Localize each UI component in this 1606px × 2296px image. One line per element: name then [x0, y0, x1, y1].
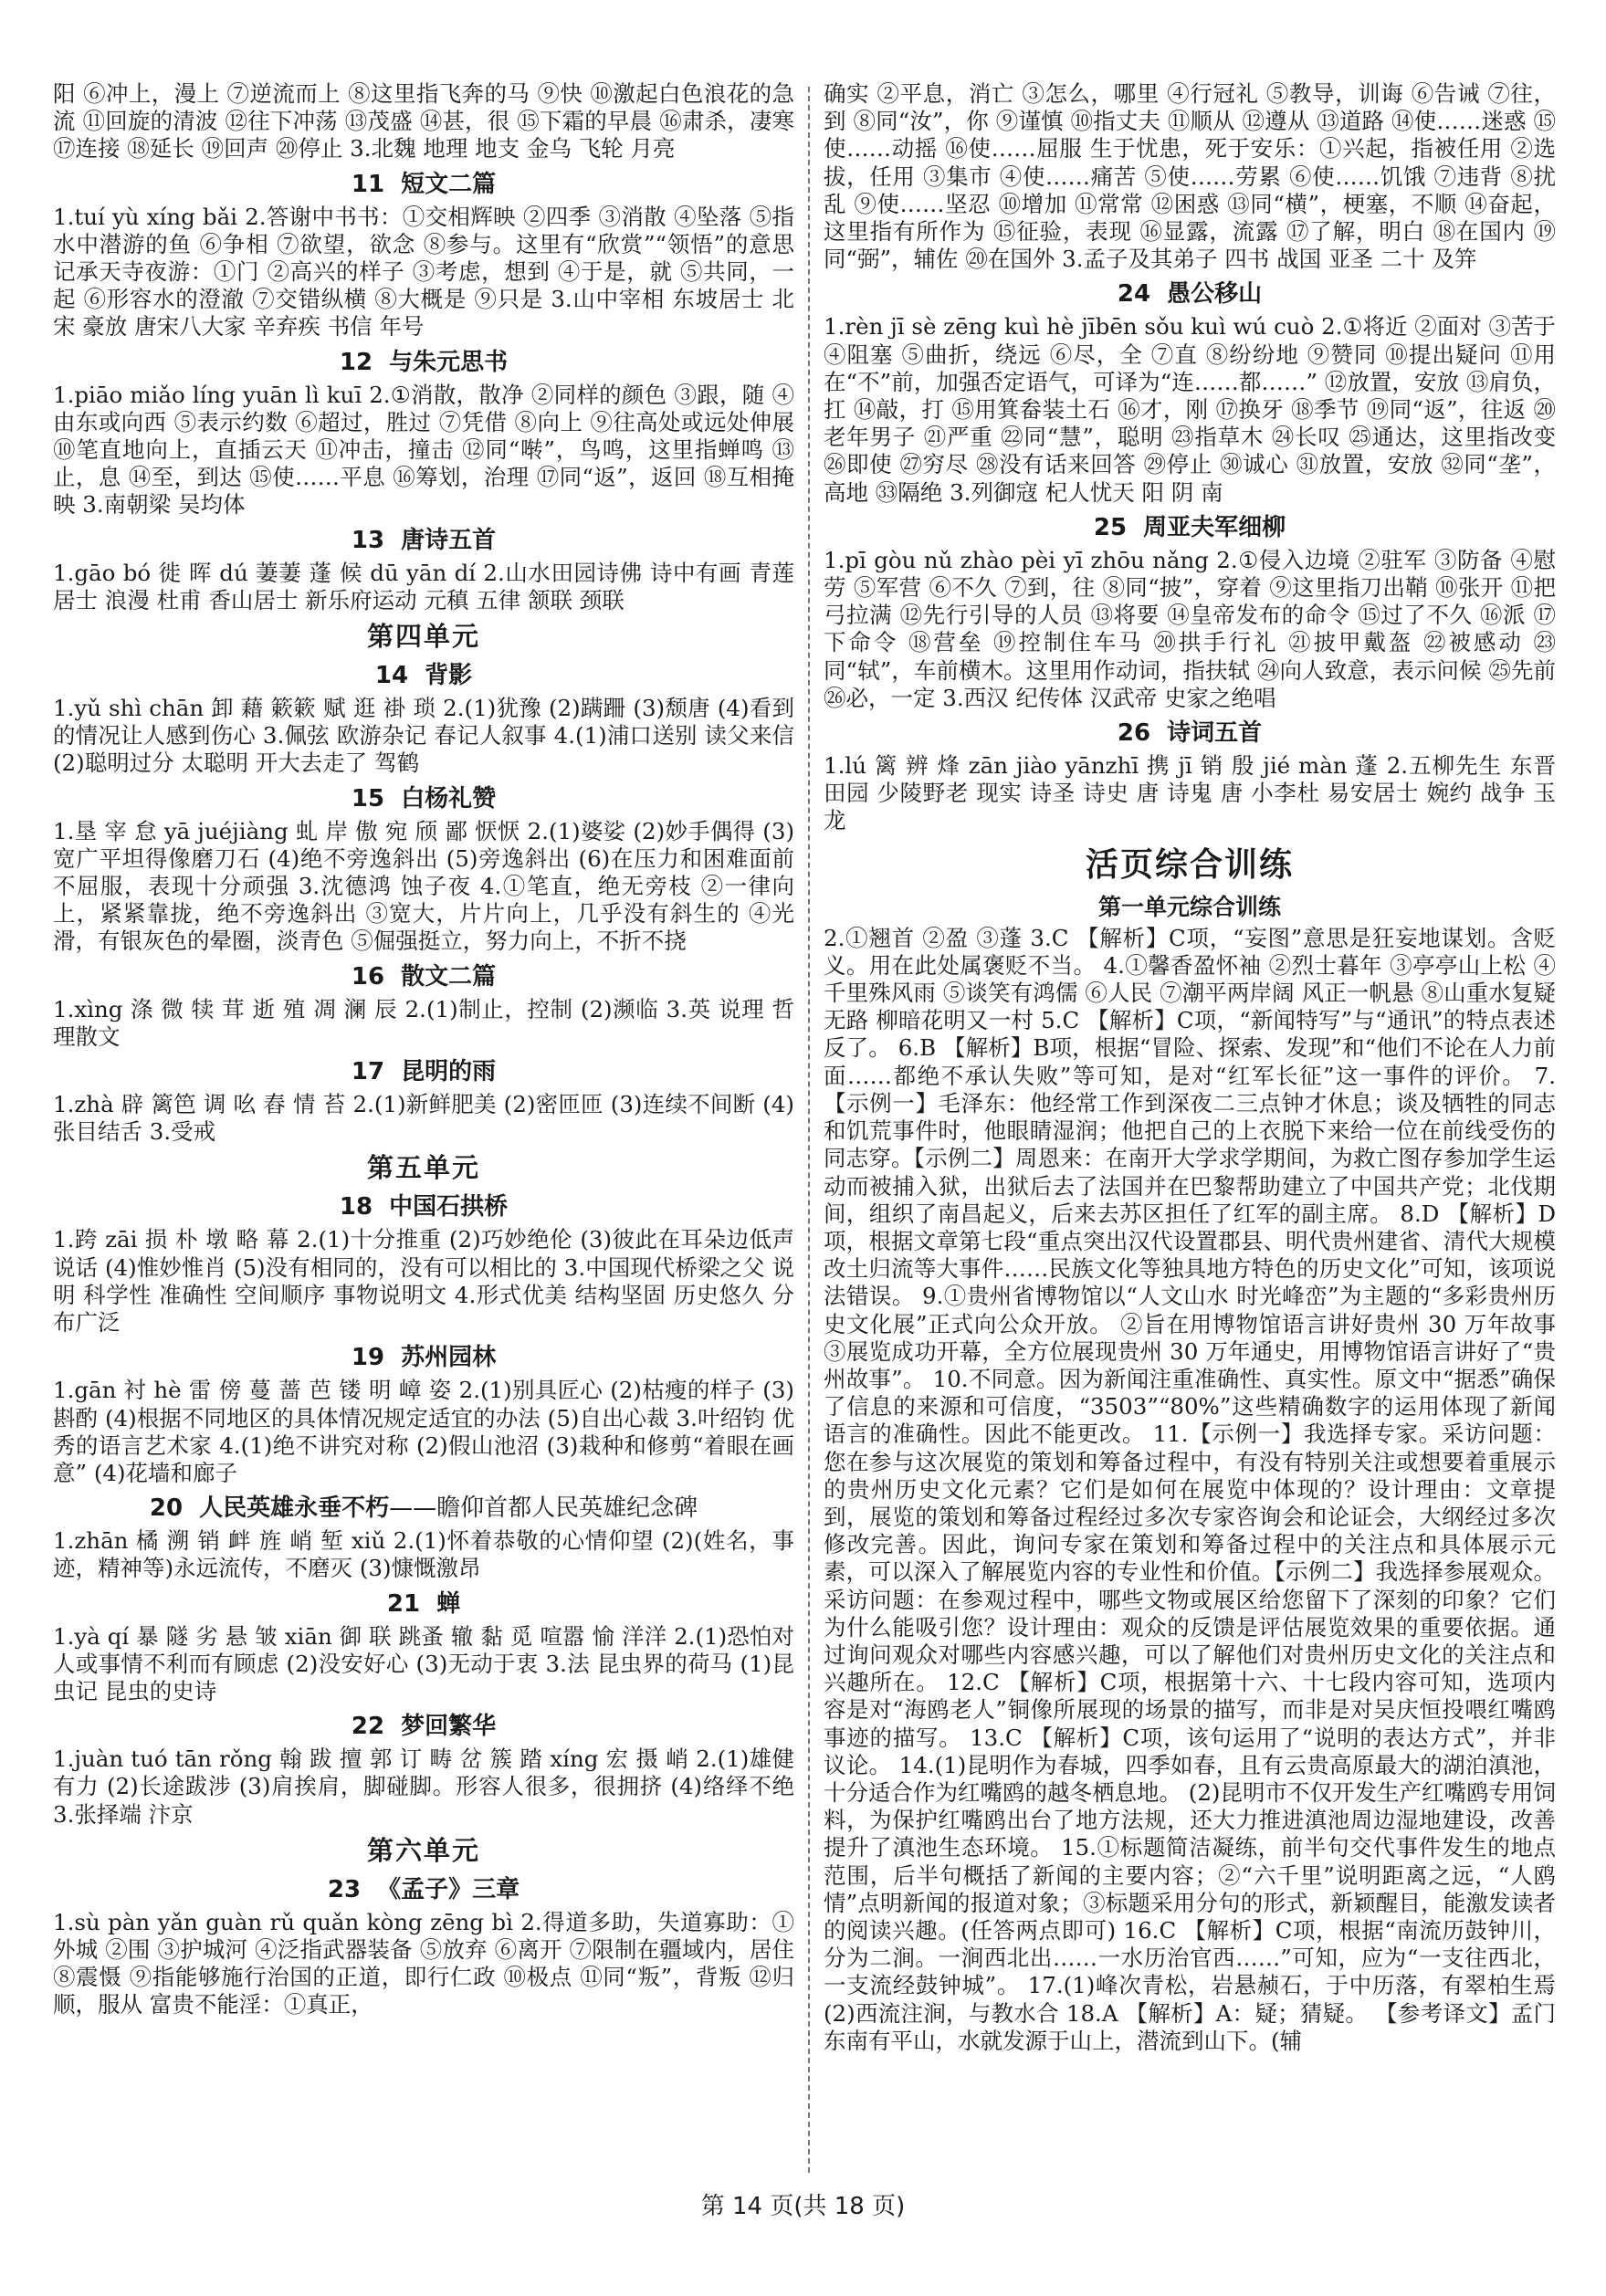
lesson-answers-26: 1.lú 篱 辨 烽 zān jiào yānzhī 携 jī 销 殷 jié màn 蓬 2.五柳先生 东晋 田园 少陵野老 现实 诗圣 诗史 唐 诗鬼 唐 小李杜 易安居士 婉约 战争 玉龙: [824, 752, 1556, 834]
lesson-heading-21: [53, 1588, 794, 1620]
lesson-number: 12: [339, 348, 373, 376]
lesson-heading-20: [53, 1492, 794, 1525]
lesson-title: 背影: [425, 662, 473, 690]
lesson-answers-22: 1.juàn tuó tān rǒng 翰 跋 擅 郭 订 畴 岔 簇 踏 xíng 宏 摄 峭 2.(1)雄健有力 (2)长途跋涉 (3)肩挨肩，脚碰脚。形容人很多，很拥挤 (4)络绎不绝 3.张择端 汴京: [53, 1746, 794, 1828]
lesson-title: 蝉: [436, 1589, 461, 1618]
lesson-number: 17: [351, 1058, 385, 1086]
lesson-number: 18: [339, 1193, 373, 1221]
lesson-answers-11: 1.tuí yù xíng bǎi 2.答谢中书书：①交相辉映 ②四季 ③消散 ④坠落 ⑤指水中潜游的鱼 ⑥争相 ⑦欲望，欲念 ⑧参与。这里有“欣赏”“领悟”的意思 记承天寺夜游：①门 ②高兴的样子 ③考虑，想到 ④于是，就 ⑤共同，一起 ⑥形容水的澄澈 ⑦交错纵横 ⑧大概是 ⑨只是 3.山中宰相 东坡居士 北宋 豪放 唐宋八大家 辛弃疾 书信 年号: [53, 203, 794, 341]
lesson-title: 苏州园林: [401, 1344, 497, 1372]
section-title: 活页综合训练: [1085, 844, 1294, 884]
unit-heading-4: 第四单元: [366, 621, 480, 653]
lesson-heading-25: [824, 511, 1556, 544]
unit-heading-6: 第六单元: [366, 1834, 480, 1866]
lesson-title: 诗词五首: [1167, 719, 1263, 748]
lesson-title: 唐诗五首: [401, 526, 497, 554]
lesson-heading-24: [824, 278, 1556, 310]
unit-1-training-answers: 2.①翘首 ②盈 ③蓬 3.C 【解析】C项，“妄图”意思是狂妄地谋划。含贬义。用在此处属褒贬不当。 4.①馨香盈怀袖 ②烈士暮年 ③亭亭山上松 ④千里殊风雨 ⑤谈笑有鸿儒 ⑥人民 ⑦潮平两岸阔 风正一帆悬 ⑧山重水复疑无路 柳暗花明又一村 5.C 【解析】C项，“新闻特写”与“通讯”的特点表述反了。 6.B 【解析】B项，根据“冒险、探索、发现”和“他们不论在人力前面……都绝不承认失败”等可知，是对“红军长征”这一事件的评价。 7.【示例一】毛泽东：他经常工作到深夜二三点钟才休息；谈及牺牲的同志和饥荒事件时，他眼睛湿润；他把自己的上衣脱下来给一位在前线受伤的同志穿。【示例二】周恩来：在南开大学求学期间，为救亡图存参加学生运动而被捕入狱，出狱后去了法国并在巴黎帮助建立了中国共产党；北伐期间，组织了南昌起义，后来去苏区担任了红军的副主席。 8.D 【解析】D项，根据文章第七段“重点突出汉代设置郡县、明代贵州建省、清代大规模改土归流等大事件……民族文化等独具地方特色的历史文化”可知，该项说法错误。 9.①贵州省博物馆以“人文山水 时光峰峦”为主题的“多彩贵州历史文化展”正式向公众开放。 ②旨在用博物馆语言讲好贵州 30 万年故事 ③展览成功开幕，全方位展现贵州 30 万年通史，用博物馆语言讲好了“贵州故事”。 10.不同意。因为新闻注重准确性、真实性。原文中“据悉”确保了信息的来源和可信度，“3503”“80%”这些精确数字的运用体现了新闻语言的准确性。因此不能更改。 11.【示例一】我选择专家。采访问题：您在参与这次展览的策划和筹备过程中，有没有特别关注或想要着重展示的贵州历史文化元素？它们是如何在展览中体现的？设计理由：文章提到，展览的策划和筹备过程经过多次专家咨询会和论证会，大纲经过多次修改完善。因此，询问专家在策划和筹备过程中的关注点和具体展示元素，可以深入了解展览内容的专业性和价值。【示例二】我选择参展观众。采访问题：在参观过程中，哪些文物或展区给您留下了深刻的印象？它们为什么能吸引您？设计理由：观众的反馈是评估展览效果的重要依据。通过询问观众对哪些内容感兴趣，可以了解他们对贵州历史文化的关注点和兴趣所在。 12.C 【解析】C项，根据第十六、十七段内容可知，选项内容是对“海鸥老人”铜像所展现的场景的描写，而非是对吴庆恒投喂红嘴鸥事迹的描写。 13.C 【解析】C项，该句运用了“说明的表达方式”，并非议论。 14.(1)昆明作为春城，四季如春，且有云贵高原最大的湖泊滇池，十分适合作为红嘴鸥的越冬栖息地。 (2)昆明市不仅开发生产红嘴鸥专用饲料，为保护红嘴鸥出台了地方法规，还大力推进滇池周边湿地建设，改善提升了滇池生态环境。 15.①标题简洁凝练，前半句交代事件发生的地点范围，后半句概括了新闻的主要内容；②“六千里”说明距离之远，“人鸥情”点明新闻的报道对象；③标题采用分句的形式，新颖醒目，能激发读者的阅读兴趣。(任答两点即可) 16.C 【解析】C项，根据“南流历鼓钟川，分为二涧。一涧西北出……一水历治官西……”可知，应为“一支往西北，一支流经鼓钟城”。 17.(1)峰次青松，岩悬赪石，于中历落，有翠柏生焉 (2)西流注涧，与教水合 18.A 【解析】A：疑；猜疑。 【参考译文】孟门东南有平山，水就发源于山上，潜流到山下。(辅: [824, 924, 1556, 2054]
lesson-number: 13: [351, 526, 385, 554]
right-column: [824, 80, 1556, 2055]
lesson-answers-23-continued: 确实 ②平息，消亡 ③怎么，哪里 ④行冠礼 ⑤教导，训诲 ⑥告诫 ⑦往，到 ⑧同“汝”，你 ⑨谨慎 ⑩指丈夫 ⑪顺从 ⑫遵从 ⑬道路 ⑭使……迷惑 ⑮使……动摇 ⑯使……屈服 生于忧患，死于安乐：①兴起，指被任用 ②选拔，任用 ③集市 ④使……痛苦 ⑤使……劳累 ⑥使……饥饿 ⑦违背 ⑧扰乱 ⑨使……坚忍 ⑩增加 ⑪常常 ⑫困惑 ⑬同“横”，梗塞，不顺 ⑭奋起，这里指有所作为 ⑮征验，表现 ⑯显露，流露 ⑰了解，明白 ⑱在国内 ⑲同“弼”，辅佐 ⑳在国外 3.孟子及其弟子 四书 战国 亚圣 二十 及笄: [824, 80, 1556, 273]
column-divider: [808, 87, 810, 2173]
lesson-title: 《孟子》三章: [377, 1875, 520, 1903]
lesson-answers-21: 1.yà qí 暴 隧 劣 悬 皱 xiān 御 联 跳蚤 辙 黏 觅 喧嚣 愉 洋洋 2.(1)恐怕对人或事情不利而有顾虑 (2)没安好心 (3)无动于衷 3.法 昆虫界的荷马 (1)昆虫记 昆虫的史诗: [53, 1622, 794, 1704]
lesson-title: 周亚夫军细柳: [1143, 513, 1286, 541]
lesson-number: 22: [351, 1713, 385, 1741]
lesson-heading-15: [53, 782, 794, 815]
lesson-heading-17: [53, 1055, 794, 1088]
lesson-title: 人民英雄永垂不朽: [199, 1494, 390, 1523]
lesson-answers-12: 1.piāo miǎo líng yuān lì kuī 2.①消散，散净 ②同样的颜色 ③跟，随 ④由东或向西 ⑤表示约数 ⑥超过，胜过 ⑦凭借 ⑧向上 ⑨往高处或远处伸展 ⑩笔直地向上，直插云天 ⑪冲击，撞击 ⑫同“啭”，鸟鸣，这里指蝉鸣 ⑬止，息 ⑭至，到达 ⑮使……平息 ⑯筹划，治理 ⑰同“返”，返回 ⑱互相掩映 3.南朝梁 吴均体: [53, 381, 794, 519]
lesson-title: 散文二篇: [401, 962, 497, 991]
lesson-number: 24: [1117, 280, 1151, 309]
lesson-title: 愚公移山: [1167, 280, 1263, 309]
left-column: [53, 80, 794, 2019]
lesson-title: 昆明的雨: [401, 1058, 497, 1086]
lesson-heading-11: [53, 168, 794, 201]
lesson-title: 梦回繁华: [401, 1713, 497, 1741]
lesson-number: 16: [351, 962, 385, 991]
text-block: 阳 ⑥冲上，漫上 ⑦逆流而上 ⑧这里指飞奔的马 ⑨快 ⑩激起白色浪花的急流 ⑪回旋的清波 ⑫往下冲荡 ⑬茂盛 ⑭甚，很 ⑮下霜的早晨 ⑯肃杀，凄寒 ⑰连接 ⑱延长 ⑲回声 ⑳停止 3.北魏 地理 地支 金乌 飞轮 月亮: [53, 80, 794, 163]
lesson-number: 21: [386, 1589, 421, 1618]
lesson-number: 15: [351, 784, 385, 813]
lesson-answers-23: 1.sù pàn yǎn guàn rǔ quǎn kòng zēng bì 2.得道多助，失道寡助：①外城 ②围 ③护城河 ④泛指武器装备 ⑤放弃 ⑥离开 ⑦限制在疆域内，居住 ⑧震慑 ⑨指能够施行治国的正道，即行仁政 ⑩极点 ⑪同“叛”，背叛 ⑫归顺，服从 富贵不能淫：①真正，: [53, 1908, 794, 2018]
lesson-heading-18: [53, 1190, 794, 1223]
lesson-answers-14: 1.yǔ shì chān 卸 藉 簌簌 赋 逛 褂 琐 2.(1)犹豫 (2)蹒跚 (3)颓唐 (4)看到的情况让人感到伤心 3.佩弦 欧游杂记 春记人叙事 4.(1)浦口送别 读父来信 (2)聪明过分 太聪明 开大去走了 驾鹤: [53, 695, 794, 777]
lesson-heading-26: [824, 717, 1556, 750]
lesson-answers-17: 1.zhà 辟 篱笆 调 吆 舂 情 苔 2.(1)新鲜肥美 (2)密匝匝 (3)连续不间断 (4)张目结舌 3.受戒: [53, 1091, 794, 1146]
lesson-number: 25: [1093, 513, 1128, 541]
lesson-answers-15: 1.垦 宰 怠 yā juéjiàng 虬 岸 傲 宛 颀 鄙 恹恹 2.(1)婆娑 (2)妙手偶得 (3)宽广平坦得像磨刀石 (4)绝不旁逸斜出 (5)旁逸斜出 (6)在压力和困难面前不屈服，表现十分顽强 3.沈德鸿 蚀子夜 4.①笔直，绝无旁枝 ②一律向上，紧紧靠拢，绝不旁逸斜出 ③宽大，片片向上，几乎没有斜生的 ④光滑，有银灰色的晕圈，淡青色 ⑤倔强挺立，努力向上，不折不挠: [53, 817, 794, 955]
lesson-heading-22: [53, 1710, 794, 1743]
lesson-title: 与朱元思书: [389, 348, 509, 376]
lesson-number: 20: [149, 1494, 184, 1523]
lesson-heading-14: [53, 659, 794, 692]
lesson-heading-13: [53, 524, 794, 557]
section-subtitle: 第一单元综合训练: [1097, 893, 1281, 920]
lesson-number: 26: [1117, 719, 1151, 748]
lesson-number: 23: [327, 1875, 362, 1903]
lesson-number: 11: [351, 170, 385, 198]
lesson-answers-25: 1.pī gòu nǔ zhào pèi yī zhōu nǎng 2.①侵入边境 ②驻军 ③防备 ④慰劳 ⑤军营 ⑥不久 ⑦到，往 ⑧同“披”，穿着 ⑨这里指刀出鞘 ⑩张开 ⑪把弓拉满 ⑫先行引导的人员 ⑬将要 ⑭皇帝发布的命令 ⑮过了不久 ⑯派 ⑰下命令 ⑱营垒 ⑲控制住车马 ⑳拱手行礼 ㉑披甲戴盔 ㉒被感动 ㉓同“轼”，车前横木。这里用作动词，指扶轼 ㉔向人致意，表示问候 ㉕先前 ㉖必，一定 3.西汉 纪传体 汉武帝 史家之绝唱: [824, 546, 1556, 711]
lesson-answers-13: 1.gāo bó 徙 晖 dú 萋萋 蓬 候 dū yān dí 2.山水田园诗佛 诗中有画 青莲居士 浪漫 杜甫 香山居士 新乐府运动 元稹 五律 颔联 颈联: [53, 559, 794, 613]
unit-heading-5: 第五单元: [366, 1152, 480, 1184]
page-number: 第 14 页(共 18 页): [700, 2193, 906, 2220]
lesson-answers-19: 1.gān 衬 hè 雷 傍 蔓 蔷 芭 镂 明 嶂 姿 2.(1)别具匠心 (2)枯瘦的样子 (3)斟酌 (4)根据不同地区的具体情况规定适宜的办法 (5)自出心裁 3.叶绍钧 优秀的语言艺术家 4.(1)绝不讲究对称 (2)假山池沼 (3)栽种和修剪“着眼在画意” (4)花墙和廊子: [53, 1377, 794, 1486]
lesson-title: 中国石拱桥: [389, 1193, 509, 1221]
lesson-title: 短文二篇: [401, 170, 497, 198]
lesson-heading-19: [53, 1341, 794, 1374]
lesson-title: 白杨礼赞: [401, 784, 497, 813]
lesson-answers-24: 1.rèn jī sè zēng kuì hè jībēn sǒu kuì wú cuò 2.①将近 ②面对 ③苦于 ④阻塞 ⑤曲折，绕远 ⑥尽，全 ⑦直 ⑧纷纷地 ⑨赞同 ⑩提出疑问 ⑪用在“不”前，加强否定语气，可译为“连……都……” ⑫放置，安放 ⑬肩负，扛 ⑭敲，打 ⑮用箕畚装土石 ⑯才，刚 ⑰换牙 ⑱季节 ⑲同“返”，往返 ⑳老年男子 ㉑严重 ㉒同“慧”，聪明 ㉓指草木 ㉔长叹 ㉕通达，这里指改变 ㉖即使 ㉗穷尽 ㉘没有话来回答 ㉙停止 ㉚诚心 ㉛放置，安放 ㉜同“垄”，高地 ㉝隔绝 3.列御寇 杞人忧天 阳 阴 南: [824, 313, 1557, 506]
lesson-answers-18: 1.跨 zāi 损 朴 墩 略 幕 2.(1)十分推重 (2)巧妙绝伦 (3)彼此在耳朵边低声说话 (4)惟妙惟肖 (5)没有相同的，没有可以相比的 3.中国现代桥梁之父 说明 科学性 准确性 空间顺序 事物说明文 4.形式优美 结构坚固 历史悠久 分布广泛: [53, 1226, 794, 1337]
lesson-number: 14: [374, 662, 409, 690]
lesson-answers-20: 1.zhān 橘 溯 销 衅 旌 峭 堑 xiǔ 2.(1)怀着恭敬的心情仰望 (2)(姓名，事迹，精神等)永远流传，不磨灭 (3)慷慨激昂: [53, 1527, 794, 1582]
lesson-answers-16: 1.xìng 涤 微 犊 茸 逝 殖 凋 澜 辰 2.(1)制止，控制 (2)濒临 3.英 说理 哲理散文: [53, 995, 794, 1050]
lesson-heading-16: [53, 960, 794, 993]
lesson-heading-23: [53, 1873, 794, 1906]
lesson-subtitle: ——瞻仰首都人民英雄纪念碑: [389, 1494, 698, 1523]
lesson-number: 19: [351, 1344, 385, 1372]
lesson-heading-12: [53, 346, 794, 379]
